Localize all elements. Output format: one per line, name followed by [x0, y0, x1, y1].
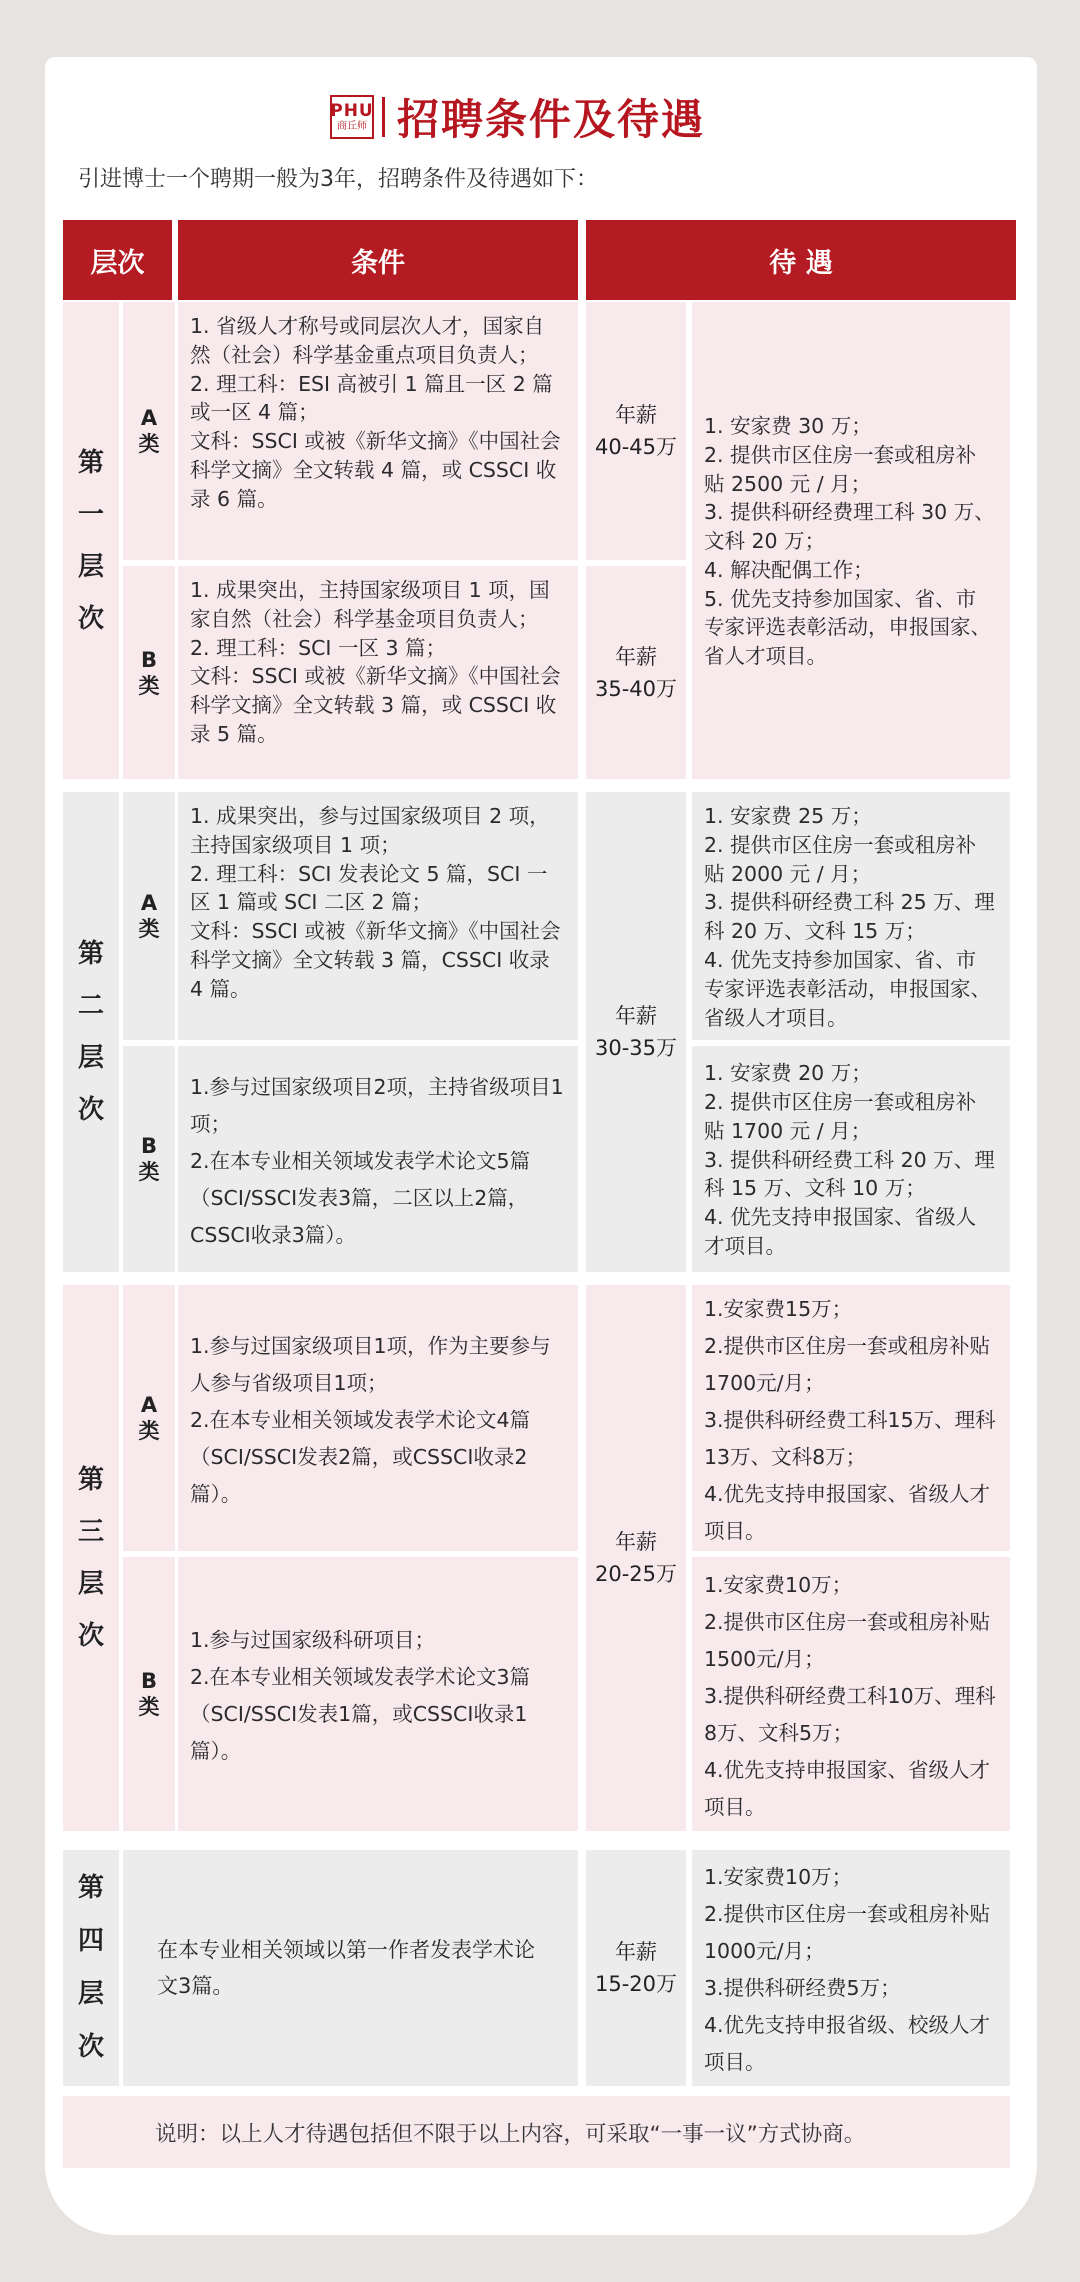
title-block	[330, 92, 705, 142]
tier-2-class-a: A 类	[123, 792, 175, 1040]
tier-2-label: 第 二 层 次	[63, 792, 119, 1272]
tier-1-a-salary: 年薪 40-45万	[586, 302, 686, 560]
tier-2-class-b: B 类	[123, 1046, 175, 1272]
intro-text: 引进博士一个聘期一般为3年，招聘条件及待遇如下：	[78, 167, 598, 192]
tier-3-a-conditions: 1.参与过国家级项目1项，作为主要参与人参与省级项目1项； 2.在本专业相关领域发表学术论文4篇（SCI/SSCI发表2篇，或CSSCI收录2篇）。	[178, 1285, 578, 1551]
tier-3-class-b: B 类	[123, 1557, 175, 1831]
tier-1-benefits: 1. 安家费 30 万； 2. 提供市区住房一套或租房补贴 2500 元 / 月； 3. 提供科研经费理工科 30 万、文科 20 万； 4. 解决配偶工作； 5. 优先支持参加国家、省、市专家评选表彰活动，申报国家、省人才项目。	[692, 302, 1010, 779]
tier-3-b-benefits: 1.安家费10万； 2.提供市区住房一套或租房补贴1500元/月； 3.提供科研经费工科10万、理科8万、文科5万； 4.优先支持申报国家、省级人才项目。	[692, 1557, 1010, 1831]
tier-3-a-benefits: 1.安家费15万； 2.提供市区住房一套或租房补贴1700元/月； 3.提供科研经费工科15万、理科13万、文科8万； 4.优先支持申报国家、省级人才项目。	[692, 1285, 1010, 1551]
tier-1-class-b: B 类	[123, 566, 175, 779]
tier-1-class-a: A 类	[123, 302, 175, 560]
tier-3-label: 第 三 层 次	[63, 1285, 119, 1831]
tier-2-b-conditions: 1.参与过国家级项目2项，主持省级项目1项； 2.在本专业相关领域发表学术论文5篇（SCI/SSCI发表3篇，二区以上2篇，CSSCI收录3篇）。	[178, 1046, 578, 1272]
tier-2-a-benefits: 1. 安家费 25 万； 2. 提供市区住房一套或租房补贴 2000 元 / 月； 3. 提供科研经费工科 25 万、理科 20 万、文科 15 万； 4. 优先支持参加国家、省、市专家评选表彰活动，申报国家、省级人才项目。	[692, 792, 1010, 1040]
tier-2-salary: 年薪 30-35万	[586, 792, 686, 1272]
footnote: 说明：以上人才待遇包括但不限于以上内容，可采取“一事一议”方式协商。	[63, 2096, 1010, 2168]
tier-3-b-conditions: 1.参与过国家级科研项目； 2.在本专业相关领域发表学术论文3篇（SCI/SSCI发表1篇，或CSSCI收录1篇）。	[178, 1557, 578, 1831]
tier-1-label: 第 一 层 次	[63, 302, 119, 779]
tier-3-class-a: A 类	[123, 1285, 175, 1551]
header-level: 层次	[63, 220, 172, 300]
tier-4-salary: 年薪 15-20万	[586, 1850, 686, 2086]
title-divider	[382, 97, 385, 137]
tier-1-b-salary: 年薪 35-40万	[586, 566, 686, 779]
tier-3-salary: 年薪 20-25万	[586, 1285, 686, 1831]
tier-2-a-conditions: 1. 成果突出，参与过国家级项目 2 项，主持国家级项目 1 项； 2. 理工科：SCI 发表论文 5 篇，SCI 一区 1 篇或 SCI 二区 2 篇； 文科：SSCI 或被《新华文摘》《中国社会科学文摘》全文转载 3 篇，CSSCI 收录 4 篇。	[178, 792, 578, 1040]
tier-4-condition: 在本专业相关领域以第一作者发表学术论文3篇。	[123, 1850, 578, 2086]
header-condition: 条件	[178, 220, 578, 300]
university-logo	[330, 95, 374, 139]
tier-1-a-conditions: 1. 省级人才称号或同层次人才，国家自然（社会）科学基金重点项目负责人； 2. 理工科：ESI 高被引 1 篇且一区 2 篇或一区 4 篇； 文科：SSCI 或被《新华文摘》《中国社会科学文摘》全文转载 4 篇，或 CSSCI 收录 6 篇。	[178, 302, 578, 560]
page-title: 招聘条件及待遇	[397, 95, 706, 144]
tier-2-b-benefits: 1. 安家费 20 万； 2. 提供市区住房一套或租房补贴 1700 元 / 月； 3. 提供科研经费工科 20 万、理科 15 万、文科 10 万； 4. 优先支持申报国家、省级人才项目。	[692, 1046, 1010, 1272]
logo-text: PHU	[330, 100, 374, 121]
tier-1-b-conditions: 1. 成果突出，主持国家级项目 1 项，国家自然（社会）科学基金项目负责人； 2. 理工科：SCI 一区 3 篇； 文科：SSCI 或被《新华文摘》《中国社会科学文摘》全文转载 3 篇，或 CSSCI 收录 5 篇。	[178, 566, 578, 779]
tier-4-label: 第 四 层 次	[63, 1850, 119, 2086]
tier-4-benefits: 1.安家费10万； 2.提供市区住房一套或租房补贴1000元/月； 3.提供科研经费5万； 4.优先支持申报省级、校级人才项目。	[692, 1850, 1010, 2086]
header-benefit: 待 遇	[586, 220, 1016, 300]
logo-subtext: 商丘师	[337, 120, 367, 132]
